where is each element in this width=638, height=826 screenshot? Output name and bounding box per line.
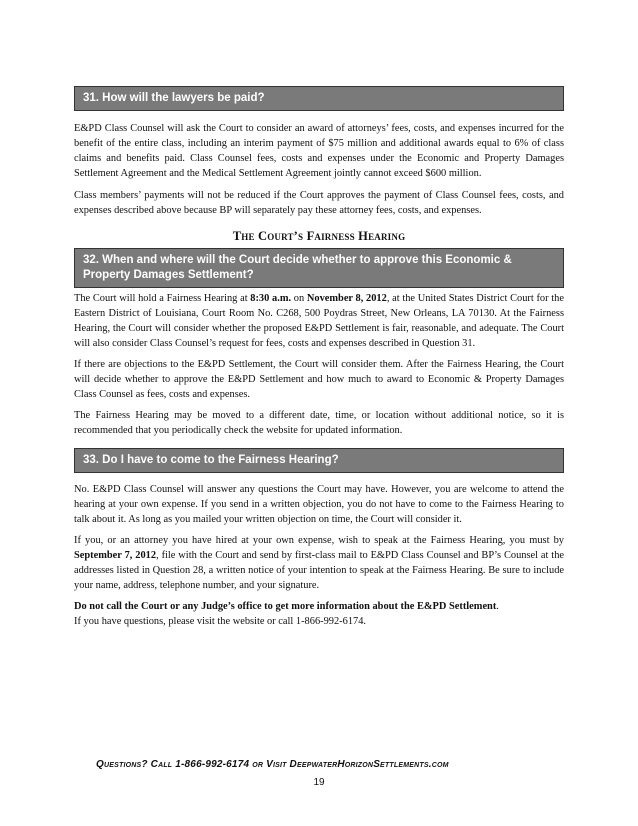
document-page bbox=[74, 86, 564, 629]
q33-p3-end: . bbox=[496, 601, 499, 612]
q33-p2-text-a: If you, or an attorney you have hired at your own expense, wish to speak at the Fairness Hearing, you must by bbox=[74, 535, 564, 546]
hearing-date: November 8, 2012 bbox=[306, 293, 387, 304]
q32-paragraph-2: If there are objections to the E&PD Settlement, the Court will consider them. After the Fairness Hearing, the Court will decide whether to approve the E&PD Settlement and how much to award to Economic & Property Damages Class Counsel as fees, costs and expenses. bbox=[74, 359, 564, 400]
deadline-date: September 7, 2012 bbox=[74, 550, 157, 561]
q33-paragraph-4: If you have questions, please visit the website or call 1-866-992-6174. bbox=[74, 616, 367, 627]
q31-paragraph-1: E&PD Class Counsel will ask the Court to consider an award of attorneys’ fees, costs, and expenses incurred for the benefit of the entire class, including an interim payment of $75 million and additional awards equal to 6% of class claims and benefits paid. Class Counsel fees, costs and expenses under the Economic and Property Damages Settlement Agreement and the Medical Settlement Agreement jointly cannot exceed $600 million. bbox=[74, 123, 564, 179]
question-32-header: 32. When and where will the Court decide whether to approve this Economic & Property Damages Settlement? bbox=[74, 248, 564, 288]
hearing-time: 8:30 a.m. bbox=[250, 293, 292, 304]
page-number: 19 bbox=[313, 777, 325, 788]
q32-p1-text-b: on bbox=[291, 293, 307, 304]
question-33-header: 33. Do I have to come to the Fairness Hearing? bbox=[74, 448, 564, 473]
q33-paragraph-1: No. E&PD Class Counsel will answer any questions the Court may have. However, you are welcome to attend the hearing at your own expense. If you send in a written objection, you do not have to come to the Fairness Hearing to talk about it. As long as you mailed your written objection on time, the Court will consider it. bbox=[74, 484, 564, 525]
footer-contact: Questions? Call 1-866-992-6174 or Visit DeepwaterHorizonSettlements.com bbox=[96, 759, 449, 770]
question-31-header: 31. How will the lawyers be paid? bbox=[74, 86, 564, 111]
q32-p1-text-a: The Court will hold a Fairness Hearing at bbox=[74, 293, 251, 304]
q31-paragraph-2: Class members’ payments will not be reduced if the Court approves the payment of Class Counsel fees, costs, and expenses described above because BP will separately pay these attorney fees, costs, and expenses. bbox=[74, 190, 564, 216]
q32-p1-text-c: , at the United States District Court for the Eastern District of Louisiana, Court Room No. C268, 500 Poydras Street, New Orleans, LA 70130. At the Fairness Hearing, the Court will consider whether the proposed E&PD Settlement is fair, reasonable, and adequate. The Court will also consider Class Counsel’s request for fees, costs and expenses described in Question 31. bbox=[74, 293, 564, 349]
q32-paragraph-1 bbox=[74, 291, 564, 351]
q33-paragraph-3 bbox=[74, 599, 564, 614]
section-heading: The Court’s Fairness Hearing bbox=[232, 229, 406, 243]
q33-paragraph-2 bbox=[74, 533, 564, 593]
do-not-call-notice: Do not call the Court or any Judge’s office to get more information about the E&PD Settlement bbox=[74, 601, 497, 612]
q33-p2-text-b: , file with the Court and send by first-class mail to E&PD Class Counsel and BP’s Counsel at the addresses listed in Question 28, a written notice of your intention to speak at the Fairness Hearing. Be sure to include your name, address, telephone number, and your signature. bbox=[74, 550, 564, 591]
q32-paragraph-3: The Fairness Hearing may be moved to a different date, time, or location without additional notice, so it is recommended that you periodically check the website for updated information. bbox=[74, 410, 564, 436]
